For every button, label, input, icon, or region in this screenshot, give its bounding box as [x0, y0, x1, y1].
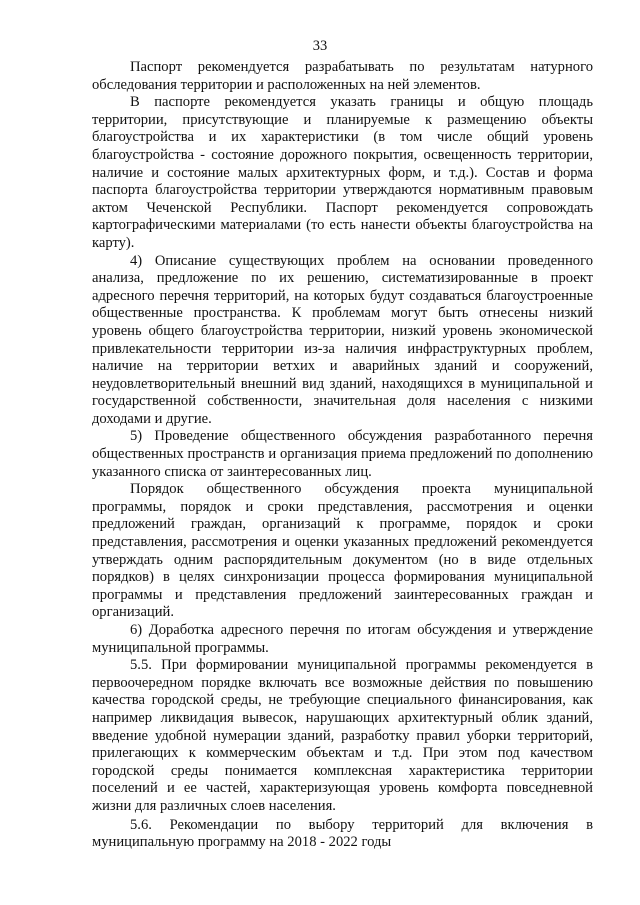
paragraph-passport-basis: Паспорт рекомендуется разрабатывать по результатам натурного обследования территории и расположенных на ней элементов. [92, 59, 593, 93]
paragraph-item-5-discussion: 5) Проведение общественного обсуждения разработанного перечня общественных пространств и организация приема предложений по дополнению указанного списка от заинтересованных лиц. [92, 428, 593, 480]
document-body [92, 59, 593, 852]
paragraph-item-4-problems: 4) Описание существующих проблем на основании проведенного анализа, предложение по их решению, систематизированные в проект адресного перечня территорий, на которых будут создаваться благоустроенные общественные пространства. К проблемам могут быть отнесены низкий уровень общего благоустройства территории, низкий уровень экономической привлекательности территории из-за наличия инфраструктурных проблем, наличие на территории ветхих и аварийных зданий и сооружений, неудовлетворительный внешний вид зданий, находящихся в муниципальной и государственной собственности, значительная доля населения с низкими доходами и другие. [92, 252, 593, 427]
paragraph-item-6-revision: 6) Доработка адресного перечня по итогам обсуждения и утверждение муниципальной программы. [92, 622, 593, 656]
page-number: 33 [312, 38, 328, 54]
paragraph-discussion-procedure: Порядок общественного обсуждения проекта муниципальной программы, порядок и сроки представления, рассмотрения и оценки предложений граждан, организаций к программе, порядок и сроки представления, рассмотрения и оценки указанных предложений рекомендуется утверждать одним распорядительным документом (но в виде отдельных порядков) в целях синхронизации процесса формирования муниципальной программы и представления предложений заинтересованных граждан и организаций. [92, 481, 593, 621]
paragraph-section-5-6: 5.6. Рекомендации по выбору территорий для включения в муниципальную программу на 2018 - 2022 годы [92, 816, 593, 851]
paragraph-section-5-5: 5.5. При формировании муниципальной программы рекомендуется в первоочередном порядке включать все возможные действия по повышению качества городской среды, не требующие специального финансирования, как например ликвидация вывесок, нарушающих архитектурный облик зданий, введение удобной нумерации зданий, разработку правил уборки территорий, прилегающих к коммерческим объектам и т.д. При этом под качеством городской среды понимается комплексная характеристика территории поселений и ее частей, характеризующая уровень комфорта повседневной жизни для различных слоев населения. [92, 657, 593, 814]
paragraph-passport-contents: В паспорте рекомендуется указать границы и общую площадь территории, присутствующие и планируемые к размещению объекты благоустройства и их характеристики (в том числе общий уровень благоустройства - состояние дорожного покрытия, освещенность территории, наличие и состояние малых архитектурных форм, и т.д.). Состав и форма паспорта благоустройства территории утверждаются нормативным правовым актом Чеченской Республики. Паспорт рекомендуется сопровождать картографическими материалами (то есть нанести объекты благоустройства на карту). [92, 94, 593, 251]
